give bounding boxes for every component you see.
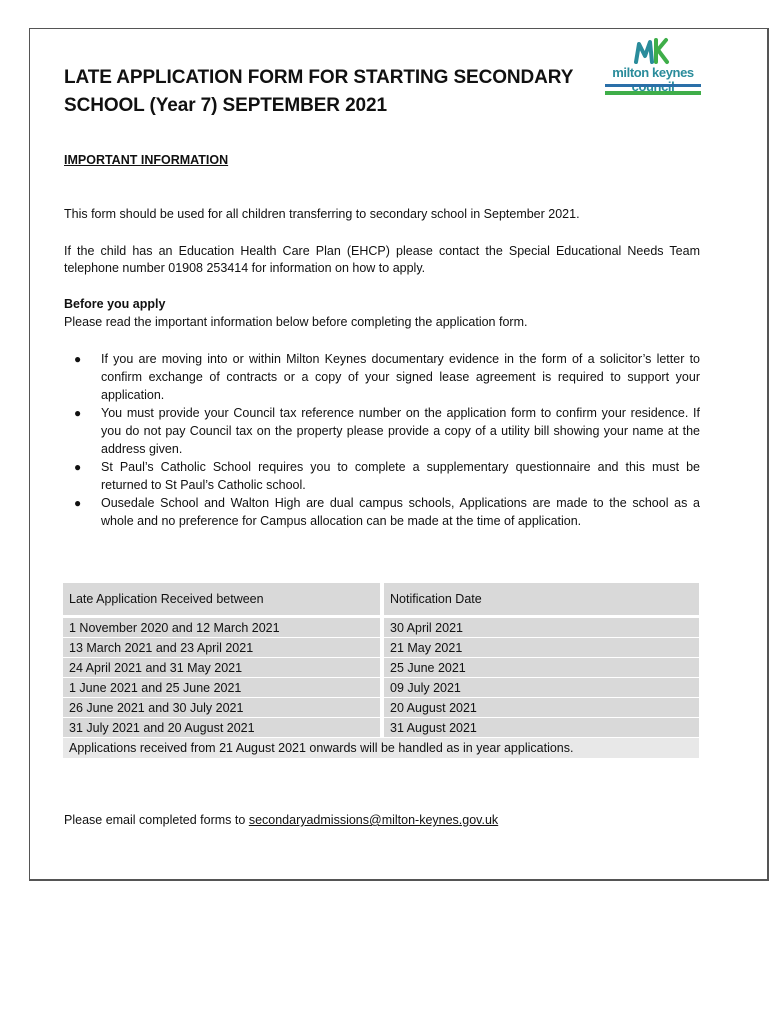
- bullet-item: [64, 404, 700, 458]
- table-note-row: [63, 738, 699, 759]
- before-you-apply-heading: Before you apply: [64, 297, 166, 311]
- in-year-note: Applications received from 21 August 2021 onwards will be handled as in year applications.: [63, 738, 699, 759]
- header-received-between: Late Application Received between: [63, 583, 380, 615]
- bullet-text: You must provide your Council tax reference number on the application form to confirm your residence. If you do not pay Council tax on the property please provide a copy of a utility bill showing your name at the address given.: [101, 406, 700, 456]
- bullet-text: St Paul’s Catholic School requires you to complete a supplementary questionnaire and this must be returned to St Paul’s Catholic school.: [101, 460, 700, 492]
- notification-cell: 21 May 2021: [384, 638, 699, 658]
- received-cell: 24 April 2021 and 31 May 2021: [63, 658, 380, 678]
- ehcp-paragraph: If the child has an Education Health Care Plan (EHCP) please contact the Special Educational Needs Team telephone number 01908 253414 for information on how to apply.: [64, 244, 700, 275]
- received-cell: 13 March 2021 and 23 April 2021: [63, 638, 380, 658]
- table-row: [63, 658, 699, 678]
- bullet-text: Ousedale School and Walton High are dual campus schools, Applications are made to the school as a whole and no preference for Campus allocation can be made at the time of application.: [101, 496, 700, 528]
- page-title: [64, 64, 604, 120]
- logo-bar-blue: [605, 84, 701, 87]
- bullet-icon: ●: [74, 496, 82, 510]
- bullet-icon: ●: [74, 352, 82, 366]
- notification-cell: 31 August 2021: [384, 718, 699, 738]
- bullet-item: [64, 350, 700, 404]
- email-link[interactable]: secondaryadmissions@milton-keynes.gov.uk: [248, 813, 499, 827]
- title-line-1: LATE APPLICATION FORM FOR STARTING SECONDARY: [64, 67, 574, 88]
- important-bullet-list: [64, 350, 700, 530]
- table-row: [63, 678, 699, 698]
- table-row: [63, 698, 699, 718]
- intro-paragraph: This form should be used for all children transferring to secondary school in September 2021.: [64, 207, 580, 221]
- deadline-table: [63, 583, 699, 758]
- logo-text: milton keynes: [612, 65, 694, 80]
- bullet-icon: ●: [74, 406, 82, 420]
- received-cell: 31 July 2021 and 20 August 2021: [63, 718, 380, 738]
- email-instruction: [64, 813, 498, 827]
- bullet-text: If you are moving into or within Milton Keynes documentary evidence in the form of a solicitor’s letter to confirm exchange of contracts or a copy of your signed lease agreement is required to support your application.: [101, 352, 700, 402]
- table-row: [63, 718, 699, 738]
- table-row: [63, 618, 699, 638]
- email-prefix: Please email completed forms to: [64, 813, 249, 827]
- table-header-row: [63, 583, 699, 615]
- logo-bar-green: [605, 91, 701, 95]
- mk-logo-mark-icon: [632, 36, 672, 66]
- table-row: [63, 638, 699, 658]
- important-information-heading: IMPORTANT INFORMATION: [64, 153, 229, 167]
- notification-cell: 20 August 2021: [384, 698, 699, 718]
- read-information-paragraph: Please read the important information below before completing the application form.: [64, 315, 528, 329]
- bullet-item: [64, 494, 700, 530]
- title-line-2: SCHOOL (Year 7) SEPTEMBER 2021: [64, 95, 387, 116]
- received-cell: 26 June 2021 and 30 July 2021: [63, 698, 380, 718]
- notification-cell: 25 June 2021: [384, 658, 699, 678]
- bullet-icon: ●: [74, 460, 82, 474]
- council-logo: [600, 36, 704, 98]
- received-cell: 1 November 2020 and 12 March 2021: [63, 618, 380, 638]
- notification-cell: 30 April 2021: [384, 618, 699, 638]
- received-cell: 1 June 2021 and 25 June 2021: [63, 678, 380, 698]
- notification-cell: 09 July 2021: [384, 678, 699, 698]
- bullet-item: [64, 458, 700, 494]
- header-notification-date: Notification Date: [384, 583, 699, 615]
